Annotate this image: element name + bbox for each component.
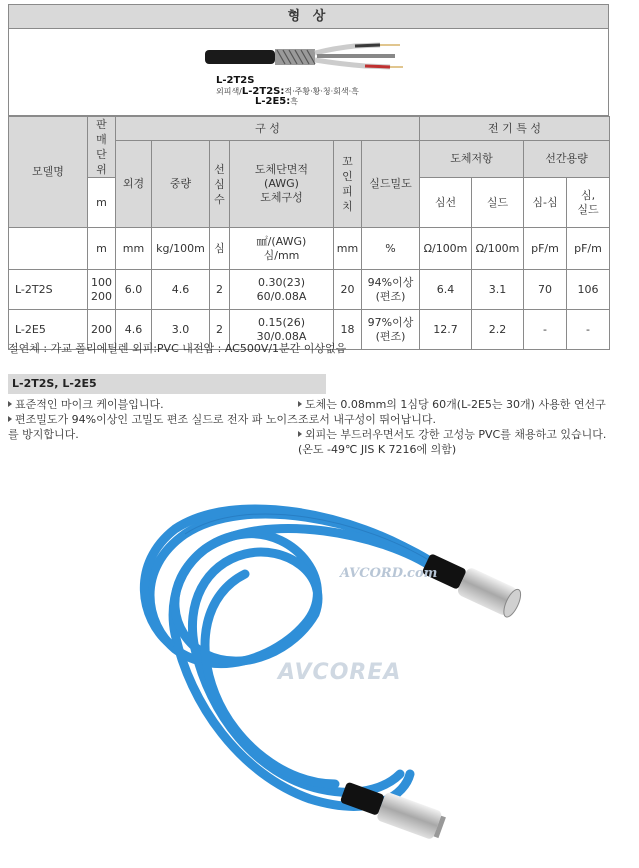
th-model: 모델명 bbox=[9, 117, 88, 228]
th-resistance: 도체저항 bbox=[420, 141, 524, 178]
unit-cap-cc: pF/m bbox=[524, 228, 567, 270]
feature-item: 외피는 부드러우면서도 강한 고성능 PVC를 채용하고 있습니다.(온도 -49℃ JIS K 7216에 의함) bbox=[298, 428, 607, 456]
th-shield: 실드밀도 bbox=[362, 141, 420, 228]
unit-outer: mm bbox=[116, 228, 152, 270]
table-row bbox=[9, 270, 610, 310]
unit-cores: 심 bbox=[210, 228, 230, 270]
cable-cross-section-icon bbox=[205, 40, 405, 74]
features-right bbox=[298, 397, 608, 457]
cell-twist: 18 bbox=[334, 310, 362, 350]
unit-conductor: ㎟/(AWG) 심/mm bbox=[230, 228, 334, 270]
th-cap-cc: 심-심 bbox=[524, 178, 567, 228]
feature-item: 표준적인 마이크 케이블입니다. bbox=[8, 397, 298, 412]
cell-conductor: 0.30(23) 60/0.08A bbox=[230, 270, 334, 310]
feature-item: 도체는 0.08mm의 1심당 60개(L-2E5는 30개) 사용한 연선구조로서 내구성이 뛰어납니다. bbox=[298, 398, 606, 426]
cell-sales: 200 bbox=[88, 310, 116, 350]
unit-shield: % bbox=[362, 228, 420, 270]
th-electrical: 전 기 특 성 bbox=[420, 117, 610, 141]
features-left bbox=[8, 397, 298, 442]
cell-res-core: 12.7 bbox=[420, 310, 472, 350]
th-capacitance: 선간용량 bbox=[524, 141, 610, 178]
cell-conductor: 0.15(26) 30/0.08A bbox=[230, 310, 334, 350]
cell-outer: 4.6 bbox=[116, 310, 152, 350]
cell-weight: 4.6 bbox=[152, 270, 210, 310]
cell-cap-cc: 70 bbox=[524, 270, 567, 310]
cell-cap-cs: - bbox=[567, 310, 610, 350]
th-sales-unit: 판매단위 bbox=[88, 117, 116, 178]
unit-cap-cs: pF/m bbox=[567, 228, 610, 270]
bullet-triangle-icon bbox=[298, 401, 302, 407]
shape-caption-colors-2: L-2E5:흑 bbox=[255, 96, 299, 107]
spec-table bbox=[8, 116, 610, 350]
cell-shield: 97%이상 (편조) bbox=[362, 310, 420, 350]
th-composition: 구 성 bbox=[116, 117, 420, 141]
unit-weight: kg/100m bbox=[152, 228, 210, 270]
cell-sales: 100 200 bbox=[88, 270, 116, 310]
cell-model: L-2E5 bbox=[9, 310, 88, 350]
cell-outer: 6.0 bbox=[116, 270, 152, 310]
cell-cap-cc: - bbox=[524, 310, 567, 350]
cell-model: L-2T2S bbox=[9, 270, 88, 310]
th-twist: 꼬인피치 bbox=[334, 141, 362, 228]
th-res-shield: 실드 bbox=[472, 178, 524, 228]
cell-cores: 2 bbox=[210, 310, 230, 350]
cell-res-core: 6.4 bbox=[420, 270, 472, 310]
shape-caption-colors: 외피색/L-2T2S:적·주황·황·청·회색·흑 bbox=[216, 86, 359, 97]
th-cores: 선심수 bbox=[210, 141, 230, 228]
cell-shield: 94%이상 (편조) bbox=[362, 270, 420, 310]
th-cap-cs: 심, 실드 bbox=[567, 178, 610, 228]
cell-res-shield: 2.2 bbox=[472, 310, 524, 350]
shape-title: 형 상 bbox=[9, 5, 608, 29]
cell-weight: 3.0 bbox=[152, 310, 210, 350]
watermark-avcord: AVCORD.com bbox=[340, 566, 438, 581]
cell-cores: 2 bbox=[210, 270, 230, 310]
cell-res-shield: 3.1 bbox=[472, 270, 524, 310]
watermark-avcorea: AVCOREA bbox=[278, 660, 402, 685]
unit-res-shield: Ω/100m bbox=[472, 228, 524, 270]
feature-item: 편조밀도가 94%이상인 고밀도 편조 실드로 전자 파 노이즈를 방지합니다. bbox=[8, 413, 298, 441]
cell-cap-cs: 106 bbox=[567, 270, 610, 310]
th-outer-dia: 외경 bbox=[116, 141, 152, 228]
bullet-triangle-icon bbox=[8, 416, 12, 422]
shape-caption-model: L-2T2S bbox=[216, 75, 255, 86]
th-weight: 중량 bbox=[152, 141, 210, 228]
th-sales-unit-m: m bbox=[88, 178, 116, 228]
unit-twist: mm bbox=[334, 228, 362, 270]
cell-twist: 20 bbox=[334, 270, 362, 310]
unit-sales: m bbox=[88, 228, 116, 270]
th-conductor: 도체단면적 (AWG) 도체구성 bbox=[230, 141, 334, 228]
th-res-core: 심선 bbox=[420, 178, 472, 228]
unit-blank bbox=[9, 228, 88, 270]
unit-res-core: Ω/100m bbox=[420, 228, 472, 270]
xlr-female-connector bbox=[420, 549, 524, 619]
features-title: L-2T2S, L-2E5 bbox=[8, 374, 326, 394]
bullet-triangle-icon bbox=[298, 431, 302, 437]
bullet-triangle-icon bbox=[8, 401, 12, 407]
insulation-note: 절연체 : 가교 폴리에틸렌 외피:PVC 내전압 : AC500V/1분간 이상없음 bbox=[8, 342, 347, 355]
